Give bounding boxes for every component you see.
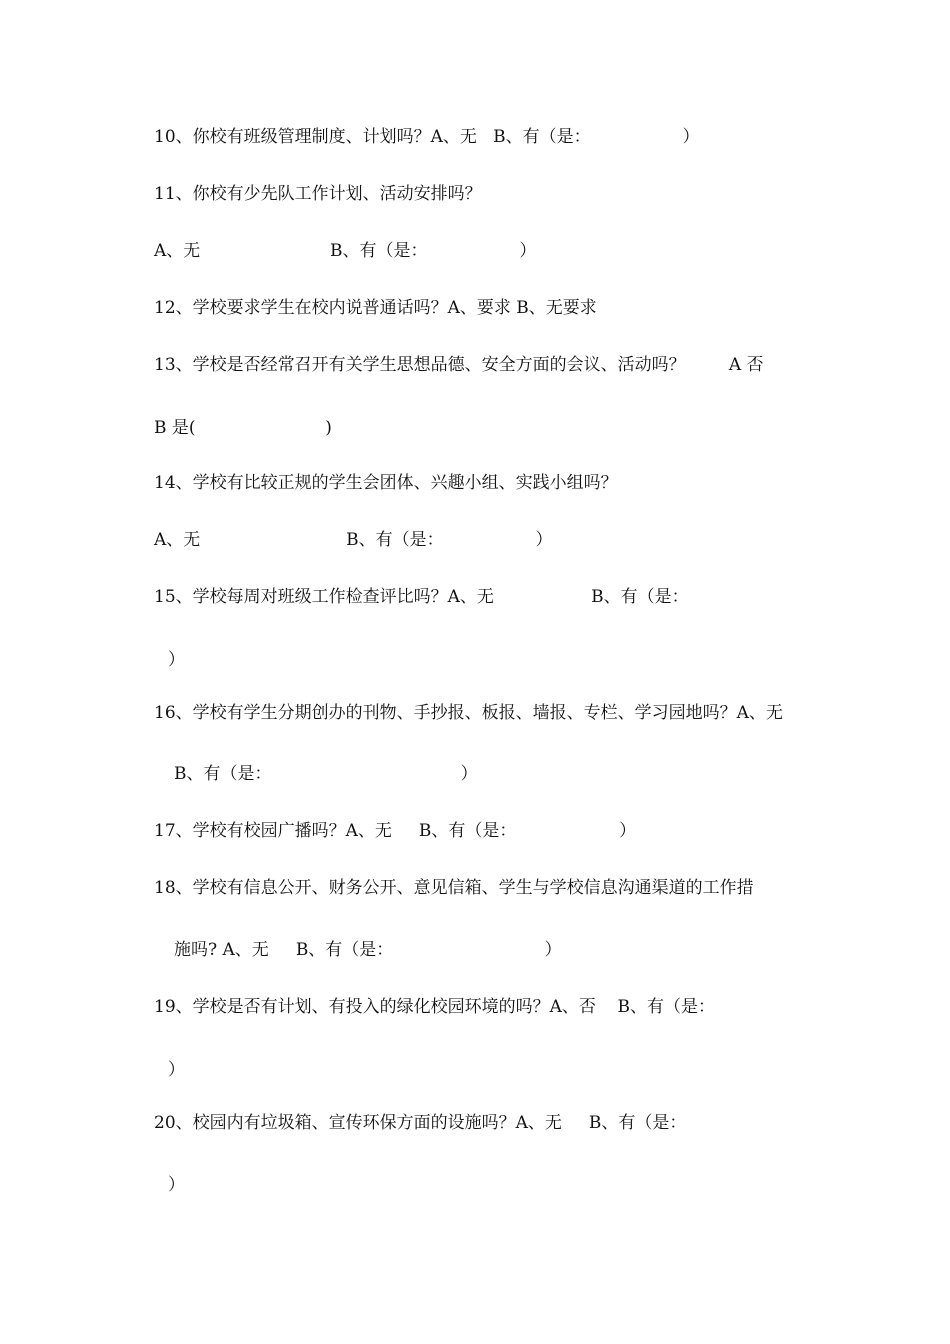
question-18-cont: 施吗? A、无 B、有（是： ） <box>174 940 562 960</box>
question-14-options: A、无 B、有（是： ） <box>154 530 553 550</box>
question-19-close: ） <box>168 1060 185 1080</box>
question-20: 20、校园内有垃圾箱、宣传环保方面的设施吗？A、无 B、有（是： <box>154 1113 687 1133</box>
question-13-option-b: B 是( ) <box>154 418 332 438</box>
question-14: 14、学校有比较正规的学生会团体、兴趣小组、实践小组吗？ <box>154 473 618 493</box>
question-12: 12、学校要求学生在校内说普通话吗？A、要求 B、无要求 <box>154 298 597 318</box>
question-15-close: ） <box>168 650 185 670</box>
question-11: 11、你校有少先队工作计划、活动安排吗？ <box>154 184 482 204</box>
question-13: 13、学校是否经常召开有关学生思想品德、安全方面的会议、活动吗？ A 否 <box>154 355 764 375</box>
question-11-options: A、无 B、有（是： ） <box>154 241 537 261</box>
question-10: 10、你校有班级管理制度、计划吗？A、无 B、有（是： ） <box>154 127 700 147</box>
question-16-option-b: B、有（是： ） <box>174 764 478 784</box>
question-17: 17、学校有校园广播吗？A、无 B、有（是： ） <box>154 821 637 841</box>
question-19: 19、学校是否有计划、有投入的绿化校园环境的吗？A、否 B、有（是： <box>154 997 716 1017</box>
question-15: 15、学校每周对班级工作检查评比吗？A、无 B、有（是： <box>154 587 689 607</box>
question-18: 18、学校有信息公开、财务公开、意见信箱、学生与学校信息沟通渠道的工作措 <box>154 878 754 898</box>
question-20-close: ） <box>168 1175 185 1195</box>
question-16: 16、学校有学生分期创办的刊物、手抄报、板报、墙报、专栏、学习园地吗？A、无 <box>154 703 783 723</box>
